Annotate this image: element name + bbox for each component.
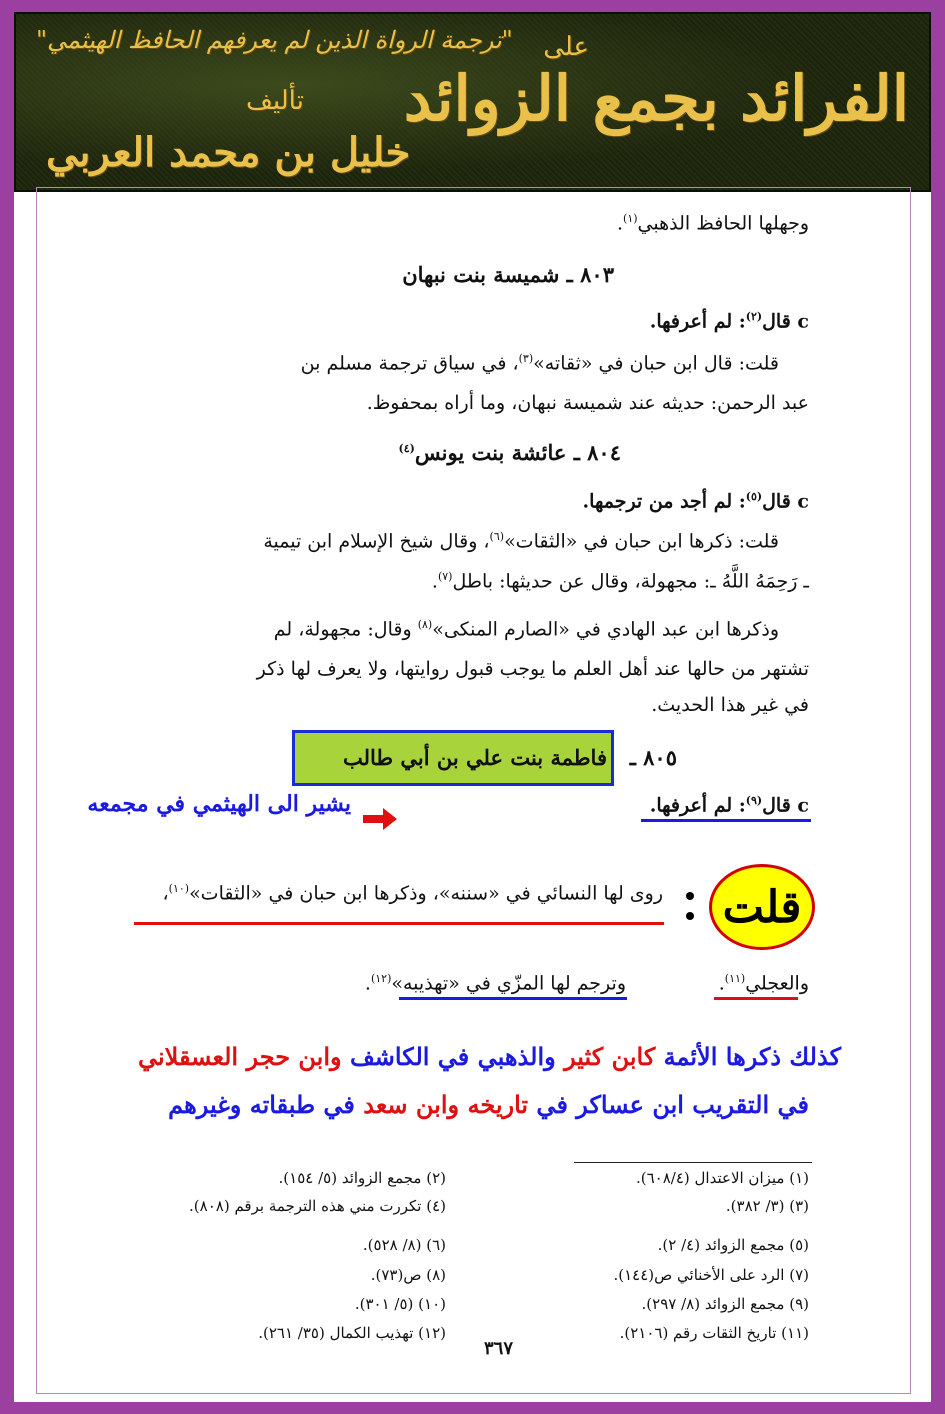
entry-803-heading: ٨٠٣ ـ شميسة بنت نبهان bbox=[402, 262, 614, 287]
commentary-line1: كذلك ذكرها الأئمة كابن كثير والذهبي في الكاشف وابن حجر العسقلاني bbox=[137, 1042, 841, 1071]
footnote-separator bbox=[574, 1162, 812, 1163]
footnote-9: (٩) مجمع الزوائد (٨/ ٢٩٧). bbox=[641, 1295, 809, 1313]
entry-803-qult-line2: عبد الرحمن: حديثه عند شميسة نبهان، وما أراه بمحفوظ. bbox=[366, 392, 809, 414]
footnote-5: (٥) مجمع الزوائد (٤/ ٢). bbox=[657, 1236, 809, 1254]
entry-805-qala: c قال$^{(٩)}$: لم أعرفها. bbox=[649, 794, 809, 817]
footnote-12: (١٢) تهذيب الكمال (٣٥/ ٢٦١). bbox=[258, 1324, 446, 1342]
qult-badge: قلت bbox=[709, 864, 815, 950]
colon-dot-bottom bbox=[686, 912, 694, 920]
footnote-10: (١٠) (٥/ ٣٠١). bbox=[354, 1295, 446, 1313]
footnote-2: (٢) مجمع الزوائد (٥/ ١٥٤). bbox=[278, 1169, 446, 1187]
footnote-1: (١) ميزان الاعتدال (٦٠٨/٤). bbox=[636, 1169, 809, 1187]
book-title-prefix: على bbox=[543, 32, 589, 62]
entry-805-name: فاطمة بنت علي بن أبي طالب bbox=[342, 745, 607, 770]
annotation-note: يشير الى الهيثمي في مجمعه bbox=[87, 791, 351, 817]
footnote-8: (٨) ص(٧٣). bbox=[370, 1266, 446, 1284]
footnote-7: (٧) الرد على الأخنائي ص(١٤٤). bbox=[613, 1266, 809, 1284]
footnote-4: (٤) تكررت مني هذه الترجمة برقم (٨٠٨). bbox=[189, 1197, 446, 1215]
commentary-line2: في التقريب ابن عساكر في تاريخه وابن سعد في طبقاته وغيرهم bbox=[168, 1090, 809, 1119]
book-subtitle: "ترجمة الرواة الذين لم يعرفهم الحافظ الهيثمي" bbox=[36, 26, 513, 54]
author-name: خليل بن محمد العربي bbox=[46, 129, 411, 176]
footnote-3: (٣) (٣/ ٣٨٢). bbox=[725, 1197, 809, 1215]
ajli-underline bbox=[714, 997, 798, 1000]
arrow-right-icon bbox=[363, 808, 397, 830]
entry-803-qult-line1: قلت: قال ابن حبان في «ثقاته»$^{(٣)}$، في سياق ترجمة مسلم بن bbox=[300, 352, 779, 375]
line1-underline bbox=[134, 922, 664, 925]
mizzi-underline bbox=[399, 997, 627, 1000]
entry-805-line2b: وترجم لها المزّي في «تهذيبه»$^{(١٢)}$. bbox=[364, 972, 626, 995]
entry-805-line1: روى لها النسائي في «سننه»، وذكرها ابن حبان في «الثقات»$^{(١٠)}$، bbox=[162, 882, 663, 905]
book-title: الفرائد بجمع الزوائد bbox=[403, 62, 909, 135]
book-title-banner bbox=[14, 12, 931, 192]
footnote-11: (١١) تاريخ الثقات رقم (٢١٠٦). bbox=[619, 1324, 809, 1342]
page bbox=[14, 12, 931, 1402]
entry-805-number: ٨٠٥ ـ bbox=[629, 745, 677, 770]
continuation-line: وجهلها الحافظ الذهبي$^{(١)}$. bbox=[616, 212, 809, 235]
authored-by-label: تأليف bbox=[246, 86, 304, 116]
entry-804-p2-line1: وذكرها ابن عبد الهادي في «الصارم المنكى»$^{(٨)}$ وقال: مجهولة، لم bbox=[273, 618, 779, 641]
colon-dot-top bbox=[686, 892, 694, 900]
entry-804-qala: c قال$^{(٥)}$: لم أجد من ترجمها. bbox=[582, 490, 809, 513]
footnote-6: (٦) (٨/ ٥٢٨). bbox=[362, 1236, 446, 1254]
entry-803-qala: c قال$^{(٢)}$: لم أعرفها. bbox=[649, 310, 809, 333]
entry-804-p2-line3: في غير هذا الحديث. bbox=[651, 694, 809, 716]
entry-804-heading: ٨٠٤ ـ عائشة بنت يونس$^{(٤)}$ bbox=[398, 440, 621, 465]
page-number: ٣٦٧ bbox=[484, 1338, 514, 1359]
entry-804-p1-line2: ـ رَحِمَهُ اللَّهُ ـ: مجهولة، وقال عن حديثها: باطل$^{(٧)}$. bbox=[431, 570, 809, 593]
entry-805-line2a: والعجلي$^{(١١)}$. bbox=[718, 972, 809, 995]
entry-804-p1-line1: قلت: ذكرها ابن حبان في «الثقات»$^{(٦)}$، وقال شيخ الإسلام ابن تيمية bbox=[263, 530, 779, 553]
qala-underline bbox=[641, 819, 811, 822]
entry-804-p2-line2: تشتهر من حالها عند أهل العلم ما يوجب قبول روايتها، ولا يعرف لها ذكر bbox=[256, 658, 809, 680]
